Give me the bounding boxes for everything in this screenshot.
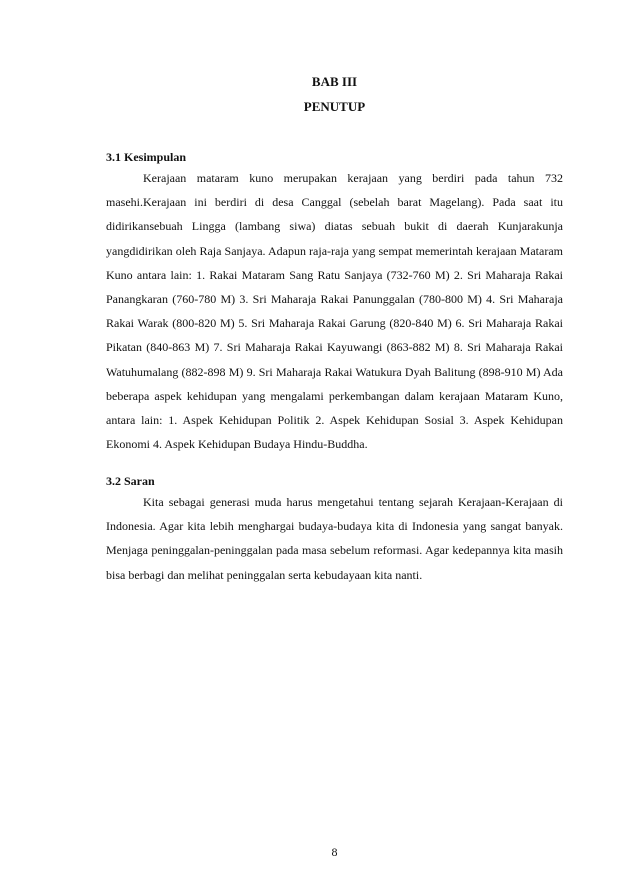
section-heading-kesimpulan: 3.1 Kesimpulan xyxy=(106,150,187,164)
chapter-number: BAB III xyxy=(311,74,358,89)
section-body-saran: Kita sebagai generasi muda harus mengetahui tentang sejarah Kerajaan-Kerajaan di Indonesia. Agar kita lebih menghargai budaya-budaya kita di Indonesia yang sangat banyak. Menjaga peninggalan-peninggalan pada masa sebelum reformasi. Agar kedepannya kita masih bisa berbagi dan melihat peninggalan serta kebudayaan kita nanti. xyxy=(106,495,563,582)
page-number: 8 xyxy=(331,845,338,859)
section-body-kesimpulan: Kerajaan mataram kuno merupakan kerajaan yang berdiri pada tahun 732 masehi.Kerajaan ini berdiri di desa Canggal (sebelah barat Magelang). Pada saat itu didirikansebuah Lingga (lambang siwa) diatas sebuah bukit di daerah Kunjarakunja yangdidirikan oleh Raja Sanjaya. Adapun raja-raja yang sempat memerintah kerajaan Mataram Kuno antara lain: 1. Rakai Mataram Sang Ratu Sanjaya (732-760 M) 2. Sri Maharaja Rakai Panangkaran (760-780 M) 3. Sri Maharaja Rakai Panunggalan (780-800 M) 4. Sri Maharaja Rakai Warak (800-820 M) 5. Sri Maharaja Rakai Garung (820-840 M) 6. Sri Maharaja Rakai Pikatan (840-863 M) 7. Sri Maharaja Rakai Kayuwangi (863-882 M) 8. Sri Maharaja Rakai Watuhumalang (882-898 M) 9. Sri Maharaja Rakai Watukura Dyah Balitung (898-910 M) Ada beberapa aspek kehidupan yang mengalami perkembangan dalam kerajaan Mataram Kuno, antara lain: 1. Aspek Kehidupan Politik 2. Aspek Kehidupan Sosial 3. Aspek Kehidupan Ekonomi 4. Aspek Kehidupan Budaya Hindu-Buddha. xyxy=(106,171,563,452)
chapter-title: PENUTUP xyxy=(303,99,366,114)
section-heading-saran: 3.2 Saran xyxy=(106,474,155,488)
